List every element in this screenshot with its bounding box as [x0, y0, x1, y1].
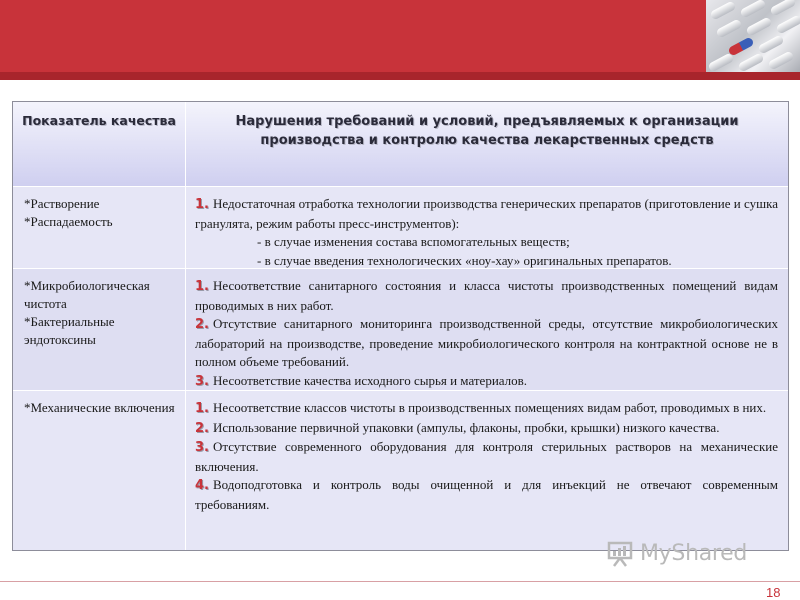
indicator: *Растворение: [24, 196, 100, 211]
item-text: Отсутствие санитарного мониторинга производственной среды, отсутствие микробиологических лабораторий на производстве, проведение микробиологического контроля на контрактной основе не в полном объеме требований.: [195, 316, 778, 369]
item-text: Несоответствие классов чистоты в производственных помещениях видам работ, проводимых в них.: [212, 400, 767, 415]
violation-item: [195, 315, 778, 372]
pills-image: [706, 0, 800, 72]
header-violations: Нарушения требований и условий, предъявляемых к организации производства и контролю качества лекарственных средств: [235, 114, 739, 148]
indicator: *Распадаемость: [24, 214, 113, 229]
footer-line: [0, 581, 800, 582]
slide-number: 18: [766, 585, 781, 600]
indicator-cell: [24, 195, 179, 231]
sub-item: - в случае введения технологических «ноу-хау» оригинальных препаратов.: [257, 252, 672, 268]
violation-item: [195, 419, 778, 439]
item-text: Водоподготовка и контроль воды очищенной и для инъекций не отвечают современным требованиям.: [195, 477, 778, 512]
violation-item: [195, 372, 778, 392]
violation-item: [195, 476, 778, 514]
table-row: [13, 269, 788, 391]
item-number: 3.: [195, 440, 209, 455]
sub-item: - в случае изменения состава вспомогательных веществ;: [257, 234, 570, 249]
item-number: 1.: [195, 279, 209, 294]
violation-item: [195, 195, 778, 233]
violations-cell: [195, 277, 778, 391]
item-text: Отсутствие современного оборудования для контроля стерильных растворов на механические включения.: [195, 439, 778, 474]
myshared-watermark[interactable]: [606, 540, 766, 570]
table-row: [13, 391, 788, 550]
violation-item: [195, 438, 778, 476]
violations-cell: [195, 195, 778, 270]
header-indicator: Показатель качества: [22, 113, 176, 128]
quality-table: [12, 101, 789, 551]
item-text: Недостаточная отработка технологии производства генерических препаратов (приготовление и сушка гранулята, режим работы пресс-инструментов):: [195, 196, 778, 231]
item-number: 1.: [195, 401, 209, 416]
indicator: *Микробиологическая чистота: [24, 278, 150, 311]
violation-item: [195, 277, 778, 315]
indicator-cell: [24, 399, 179, 417]
watermark-text: MyShared: [640, 541, 748, 566]
item-number: 4.: [195, 478, 209, 493]
indicator: *Механические включения: [24, 400, 175, 415]
item-text: Несоответствие санитарного состояния и класса чистоты производственных помещений видам проводимых в них работ.: [195, 278, 778, 313]
item-number: 3.: [195, 373, 209, 389]
top-banner: [0, 0, 800, 78]
banner-shadow: [0, 72, 800, 80]
item-number: 2.: [195, 317, 209, 332]
indicator: *Бактериальные эндотоксины: [24, 314, 115, 347]
item-text: Несоответствие качества исходного сырья и материалов.: [212, 372, 528, 388]
presentation-icon: [606, 540, 634, 568]
table-header: [13, 102, 788, 187]
violation-item: [195, 399, 778, 419]
item-number: 2.: [195, 420, 209, 436]
item-text: Использование первичной упаковки (ампулы, флаконы, пробки, крышки) низкого качества.: [212, 419, 720, 435]
violations-cell: [195, 399, 778, 514]
column-divider: [185, 102, 186, 550]
table-row: [13, 187, 788, 269]
item-number: 1.: [195, 197, 209, 212]
indicator-cell: [24, 277, 179, 349]
